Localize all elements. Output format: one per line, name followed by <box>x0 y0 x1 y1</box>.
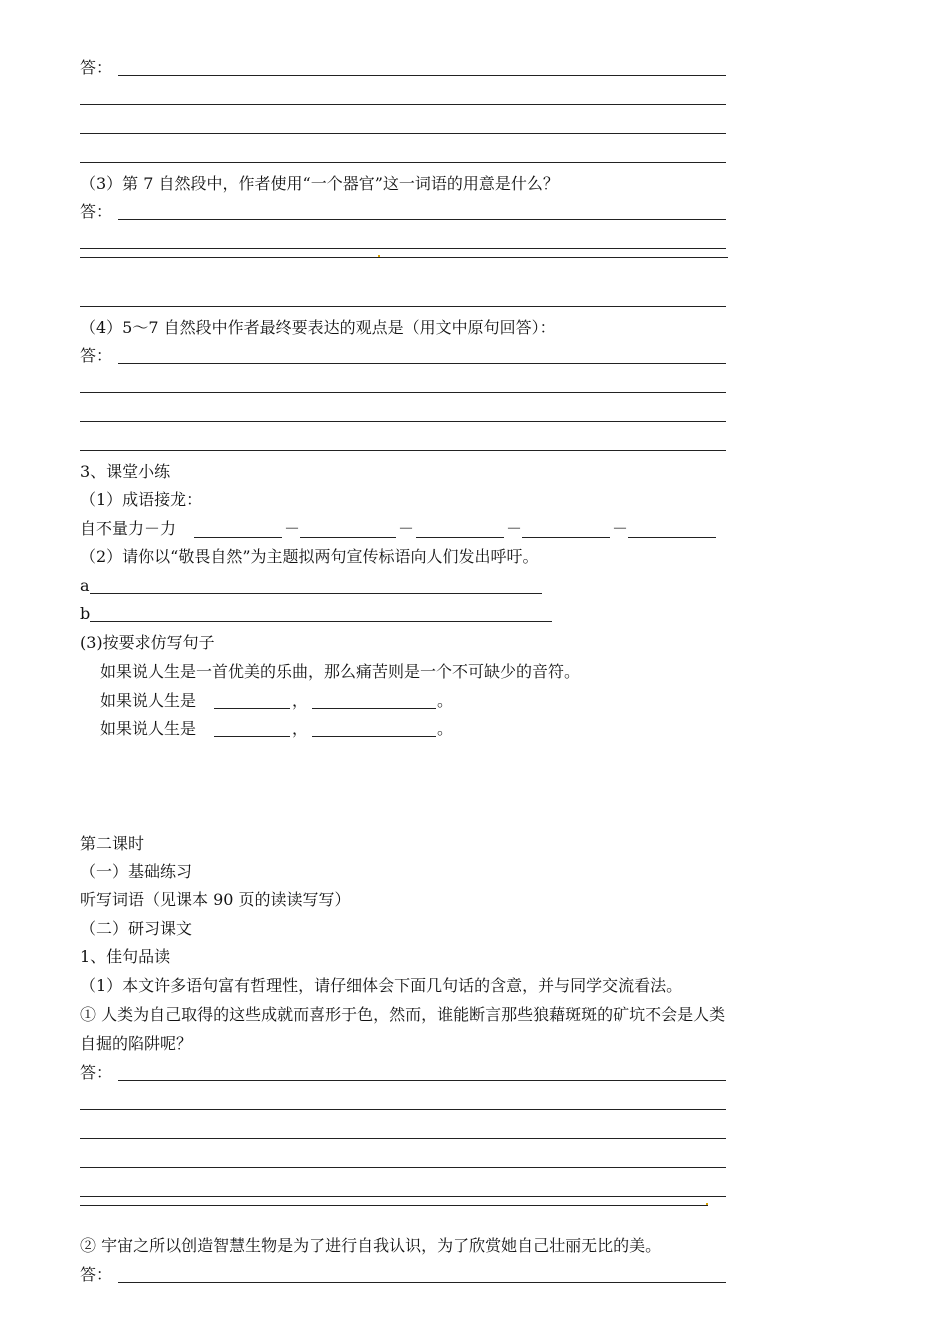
answer-label: 答： <box>80 58 113 77</box>
answer-line[interactable] <box>80 248 726 249</box>
idiom-start: 自不量力－力 <box>80 519 177 538</box>
sentence-1-cont: 自掘的陷阱呢？ <box>80 1034 193 1053</box>
sentence-2: ② 宇宙之所以创造智慧生物是为了进行自我认识，为了欣赏她自己壮丽无比的美。 <box>80 1236 662 1255</box>
mark-dot <box>706 1203 708 1205</box>
answer-line[interactable] <box>80 1196 726 1197</box>
sentences-intro: （1）本文许多语句富有哲理性，请仔细体会下面几句话的含意，并与同学交流看法。 <box>80 976 683 995</box>
frame-start: 如果说人生是 <box>100 719 197 738</box>
answer-line[interactable] <box>80 1109 726 1110</box>
comma: ， <box>292 691 309 710</box>
answer-label: 答： <box>80 1265 113 1284</box>
answer-line[interactable] <box>118 75 726 76</box>
slogan-a-label: a <box>80 576 90 595</box>
basic-practice: （一）基础练习 <box>80 862 193 881</box>
imitate-blank[interactable] <box>312 708 436 709</box>
frame-start: 如果说人生是 <box>100 691 197 710</box>
answer-line[interactable] <box>80 1205 708 1206</box>
comma: ， <box>292 719 309 738</box>
dash: － <box>612 519 629 538</box>
answer-line[interactable] <box>118 1080 726 1081</box>
answer-line[interactable] <box>80 104 726 105</box>
idiom-blank[interactable] <box>300 537 396 538</box>
answer-line[interactable] <box>80 450 726 451</box>
dash: － <box>506 519 523 538</box>
period: 。 <box>437 691 454 710</box>
answer-label: 答： <box>80 346 113 365</box>
sentences-heading: 1、佳句品读 <box>80 947 171 966</box>
practice-heading: 3、课堂小练 <box>80 462 171 481</box>
answer-line[interactable] <box>80 306 726 307</box>
lesson2-title: 第二课时 <box>80 834 145 853</box>
answer-label: 答： <box>80 202 113 221</box>
idiom-blank[interactable] <box>522 537 610 538</box>
study-text: （二）研习课文 <box>80 919 193 938</box>
dash: － <box>284 519 301 538</box>
idiom-prompt: （1）成语接龙： <box>80 490 203 509</box>
slogan-b-label: b <box>80 604 91 623</box>
answer-line[interactable] <box>80 133 726 134</box>
question-3: （3）第 7 自然段中，作者使用“一个器官”这一词语的用意是什么？ <box>80 174 559 193</box>
slogan-prompt: （2）请你以“敬畏自然”为主题拟两句宣传标语向人们发出呼吁。 <box>80 547 539 566</box>
slogan-a-line[interactable] <box>90 593 542 594</box>
answer-line[interactable] <box>80 421 726 422</box>
sentence-1: ① 人类为自己取得的这些成就而喜形于色，然而，谁能断言那些狼藉斑斑的矿坑不会是人类 <box>80 1005 726 1024</box>
mark-dot <box>378 255 380 257</box>
answer-line[interactable] <box>80 162 726 163</box>
answer-label: 答： <box>80 1063 113 1082</box>
idiom-blank[interactable] <box>416 537 504 538</box>
idiom-blank[interactable] <box>628 537 716 538</box>
slogan-b-line[interactable] <box>90 621 552 622</box>
answer-line[interactable] <box>80 257 728 258</box>
answer-line[interactable] <box>118 1282 726 1283</box>
answer-line[interactable] <box>80 1138 726 1139</box>
imitate-blank[interactable] <box>312 736 436 737</box>
imitate-prompt: (3)按要求仿写句子 <box>80 633 215 652</box>
dash: － <box>398 519 415 538</box>
example-sentence: 如果说人生是一首优美的乐曲，那么痛苦则是一个不可缺少的音符。 <box>100 662 581 681</box>
idiom-blank[interactable] <box>194 537 282 538</box>
answer-line[interactable] <box>118 363 726 364</box>
answer-line[interactable] <box>80 1167 726 1168</box>
answer-line[interactable] <box>118 219 726 220</box>
imitate-blank[interactable] <box>214 708 290 709</box>
imitate-blank[interactable] <box>214 736 290 737</box>
question-4: （4）5～7 自然段中作者最终要表达的观点是（用文中原句回答）： <box>80 318 556 337</box>
answer-line[interactable] <box>80 392 726 393</box>
period: 。 <box>437 719 454 738</box>
dictation: 听写词语（见课本 90 页的读读写写） <box>80 890 351 909</box>
